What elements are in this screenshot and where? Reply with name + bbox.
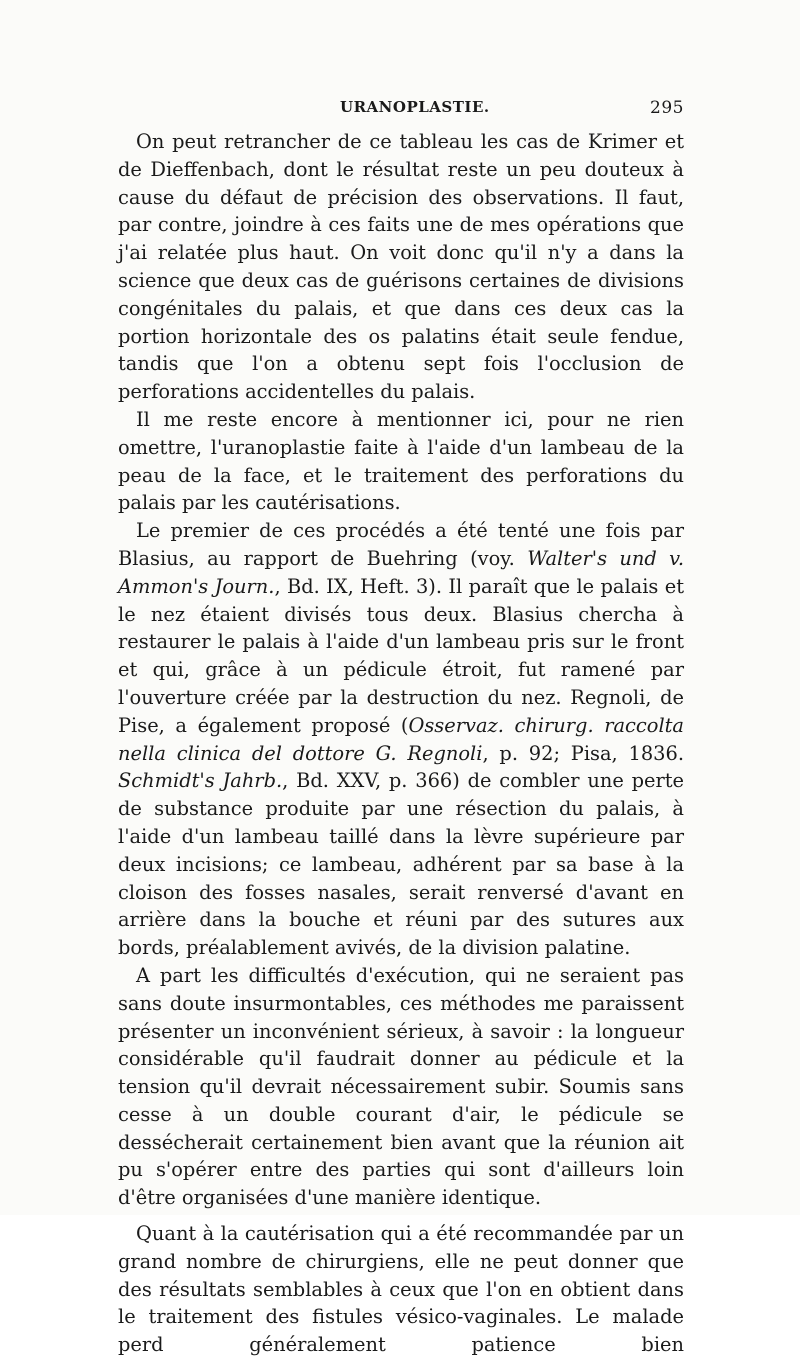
paragraph-3-text-4: , Bd. XXV, p. 366) de combler une perte de substance produite par une résection du palais, à l'aide d'un lambeau taillé dans la lèvre supérieure par deux incisions; ce lambeau, adhérent par sa base à la cloison des fosses nasales, serait renversé d'avant en arrière dans la bouche et réuni par des sutures aux bords, préalablement avivés, de la division palatine. xyxy=(118,769,684,960)
paragraph-3-text-2: , Bd. IX, Heft. 3). Il paraît que le palais et le nez étaient divisés tous deux. Blasius chercha à restaurer le palais à l'aide d'un lambeau pris sur le front et qui, grâce à un pédicule étroit, fut ramené par l'ouverture créée par la destruction du nez. Regnoli, de Pise, a également proposé ( xyxy=(118,574,684,737)
running-header xyxy=(118,98,684,122)
body-text xyxy=(118,128,684,1359)
paragraph-3-text-3: , p. 92; Pisa, 1836. xyxy=(482,741,684,765)
citation-walter-ammon: Walter's und v. Ammon's Journ. xyxy=(118,546,684,598)
paragraph-4: A part les difficultés d'exécution, qui ne seraient pas sans doute insurmontables, ces méthodes me paraissent présenter un inconvénient sérieux, à savoir : la longueur considérable qu'il faudrait donner au pédicule et la tension qu'il devrait nécessairement subir. Soumis sans cesse à un double courant d'air, le pédicule se dessécherait certainement bien avant que la réunion ait pu s'opérer entre des parties qui sont d'ailleurs loin d'être organisées d'une manière identique. xyxy=(118,963,684,1210)
header-title: URANOPLASTIE. xyxy=(340,98,490,116)
paragraph-3-text-1: Le premier de ces procédés a été tenté une fois par Blasius, au rapport de Buehring (voy. xyxy=(118,519,684,570)
page-number: 295 xyxy=(650,98,684,118)
paragraph-2: Il me reste encore à mentionner ici, pour ne rien omettre, l'uranoplastie faite à l'aide d'un lambeau de la peau de la face, et le traitement des perforations du palais par les cautérisations. xyxy=(118,407,684,515)
paragraph-3 xyxy=(118,517,684,962)
paragraph-5: Quant à la cautérisation qui a été recommandée par un grand nombre de chirurgiens, elle ne peut donner que des résultats semblables à ceux que l'on en obtient dans le traitement des fistules vésico-vaginales. Le malade perd généralement patience bien xyxy=(118,1222,684,1357)
citation-osservaz-chirurg: Osservaz. chirurg. raccolta nella clinica del dottore G. Regnoli xyxy=(118,713,684,765)
citation-schmidts-jahrb: Schmidt's Jahrb. xyxy=(118,769,283,793)
paragraph-1: On peut retrancher de ce tableau les cas de Krimer et de Dieffenbach, dont le résultat reste un peu douteux à cause du défaut de précision des observations. Il faut, par contre, joindre à ces faits une de mes opérations que j'ai relatée plus haut. On voit donc qu'il n'y a dans la science que deux cas de guérisons certaines de divisions congénitales du palais, et que dans ces deux cas la portion horizontale des os palatins était seule fendue, tandis que l'on a obtenu sept fois l'occlusion de perforations accidentelles du palais. xyxy=(118,130,684,404)
